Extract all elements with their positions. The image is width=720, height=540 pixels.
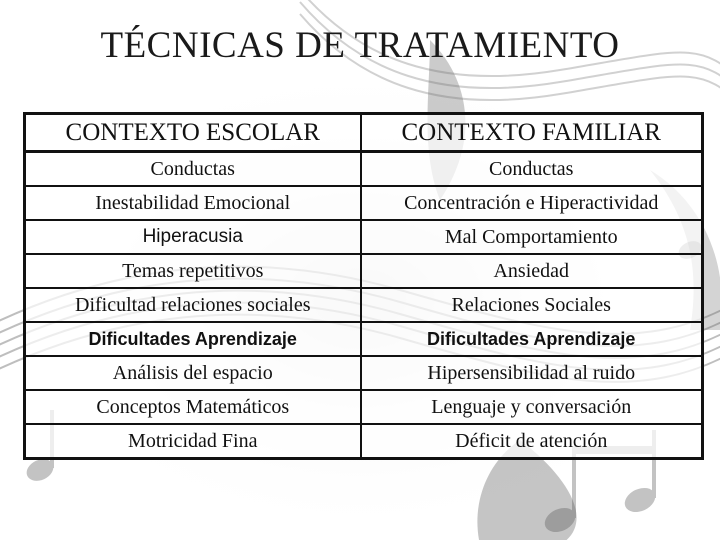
table-cell: Hipersensibilidad al ruido bbox=[361, 356, 703, 390]
table-row bbox=[25, 356, 703, 390]
table-cell: Concentración e Hiperactividad bbox=[361, 186, 703, 220]
column-header-escolar: CONTEXTO ESCOLAR bbox=[25, 114, 361, 152]
table-row bbox=[25, 288, 703, 322]
table-cell: Motricidad Fina bbox=[25, 424, 361, 459]
table-cell: Dificultades Aprendizaje bbox=[25, 322, 361, 356]
table-cell: Inestabilidad Emocional bbox=[25, 186, 361, 220]
table-cell: Relaciones Sociales bbox=[361, 288, 703, 322]
table-cell: Dificultades Aprendizaje bbox=[361, 322, 703, 356]
table-cell: Déficit de atención bbox=[361, 424, 703, 459]
page-title: TÉCNICAS DE TRATAMIENTO bbox=[100, 25, 620, 66]
table-cell: Lenguaje y conversación bbox=[361, 390, 703, 424]
table-header-row bbox=[25, 114, 703, 152]
column-header-familiar: CONTEXTO FAMILIAR bbox=[361, 114, 703, 152]
table-cell: Mal Comportamiento bbox=[361, 220, 703, 254]
table-row bbox=[25, 186, 703, 220]
table-cell: Análisis del espacio bbox=[25, 356, 361, 390]
table-cell: Ansiedad bbox=[361, 254, 703, 288]
table-cell: Dificultad relaciones sociales bbox=[25, 288, 361, 322]
table-cell: Conductas bbox=[25, 152, 361, 187]
treatment-table bbox=[23, 112, 704, 460]
table-row bbox=[25, 254, 703, 288]
table-row bbox=[25, 152, 703, 187]
table-cell: Conceptos Matemáticos bbox=[25, 390, 361, 424]
table-cell: Conductas bbox=[361, 152, 703, 187]
treatment-table-container bbox=[23, 112, 701, 460]
table-cell: Temas repetitivos bbox=[25, 254, 361, 288]
table-row bbox=[25, 390, 703, 424]
table-cell: Hiperacusia bbox=[25, 220, 361, 254]
table-row bbox=[25, 322, 703, 356]
table-row bbox=[25, 424, 703, 459]
table-row bbox=[25, 220, 703, 254]
